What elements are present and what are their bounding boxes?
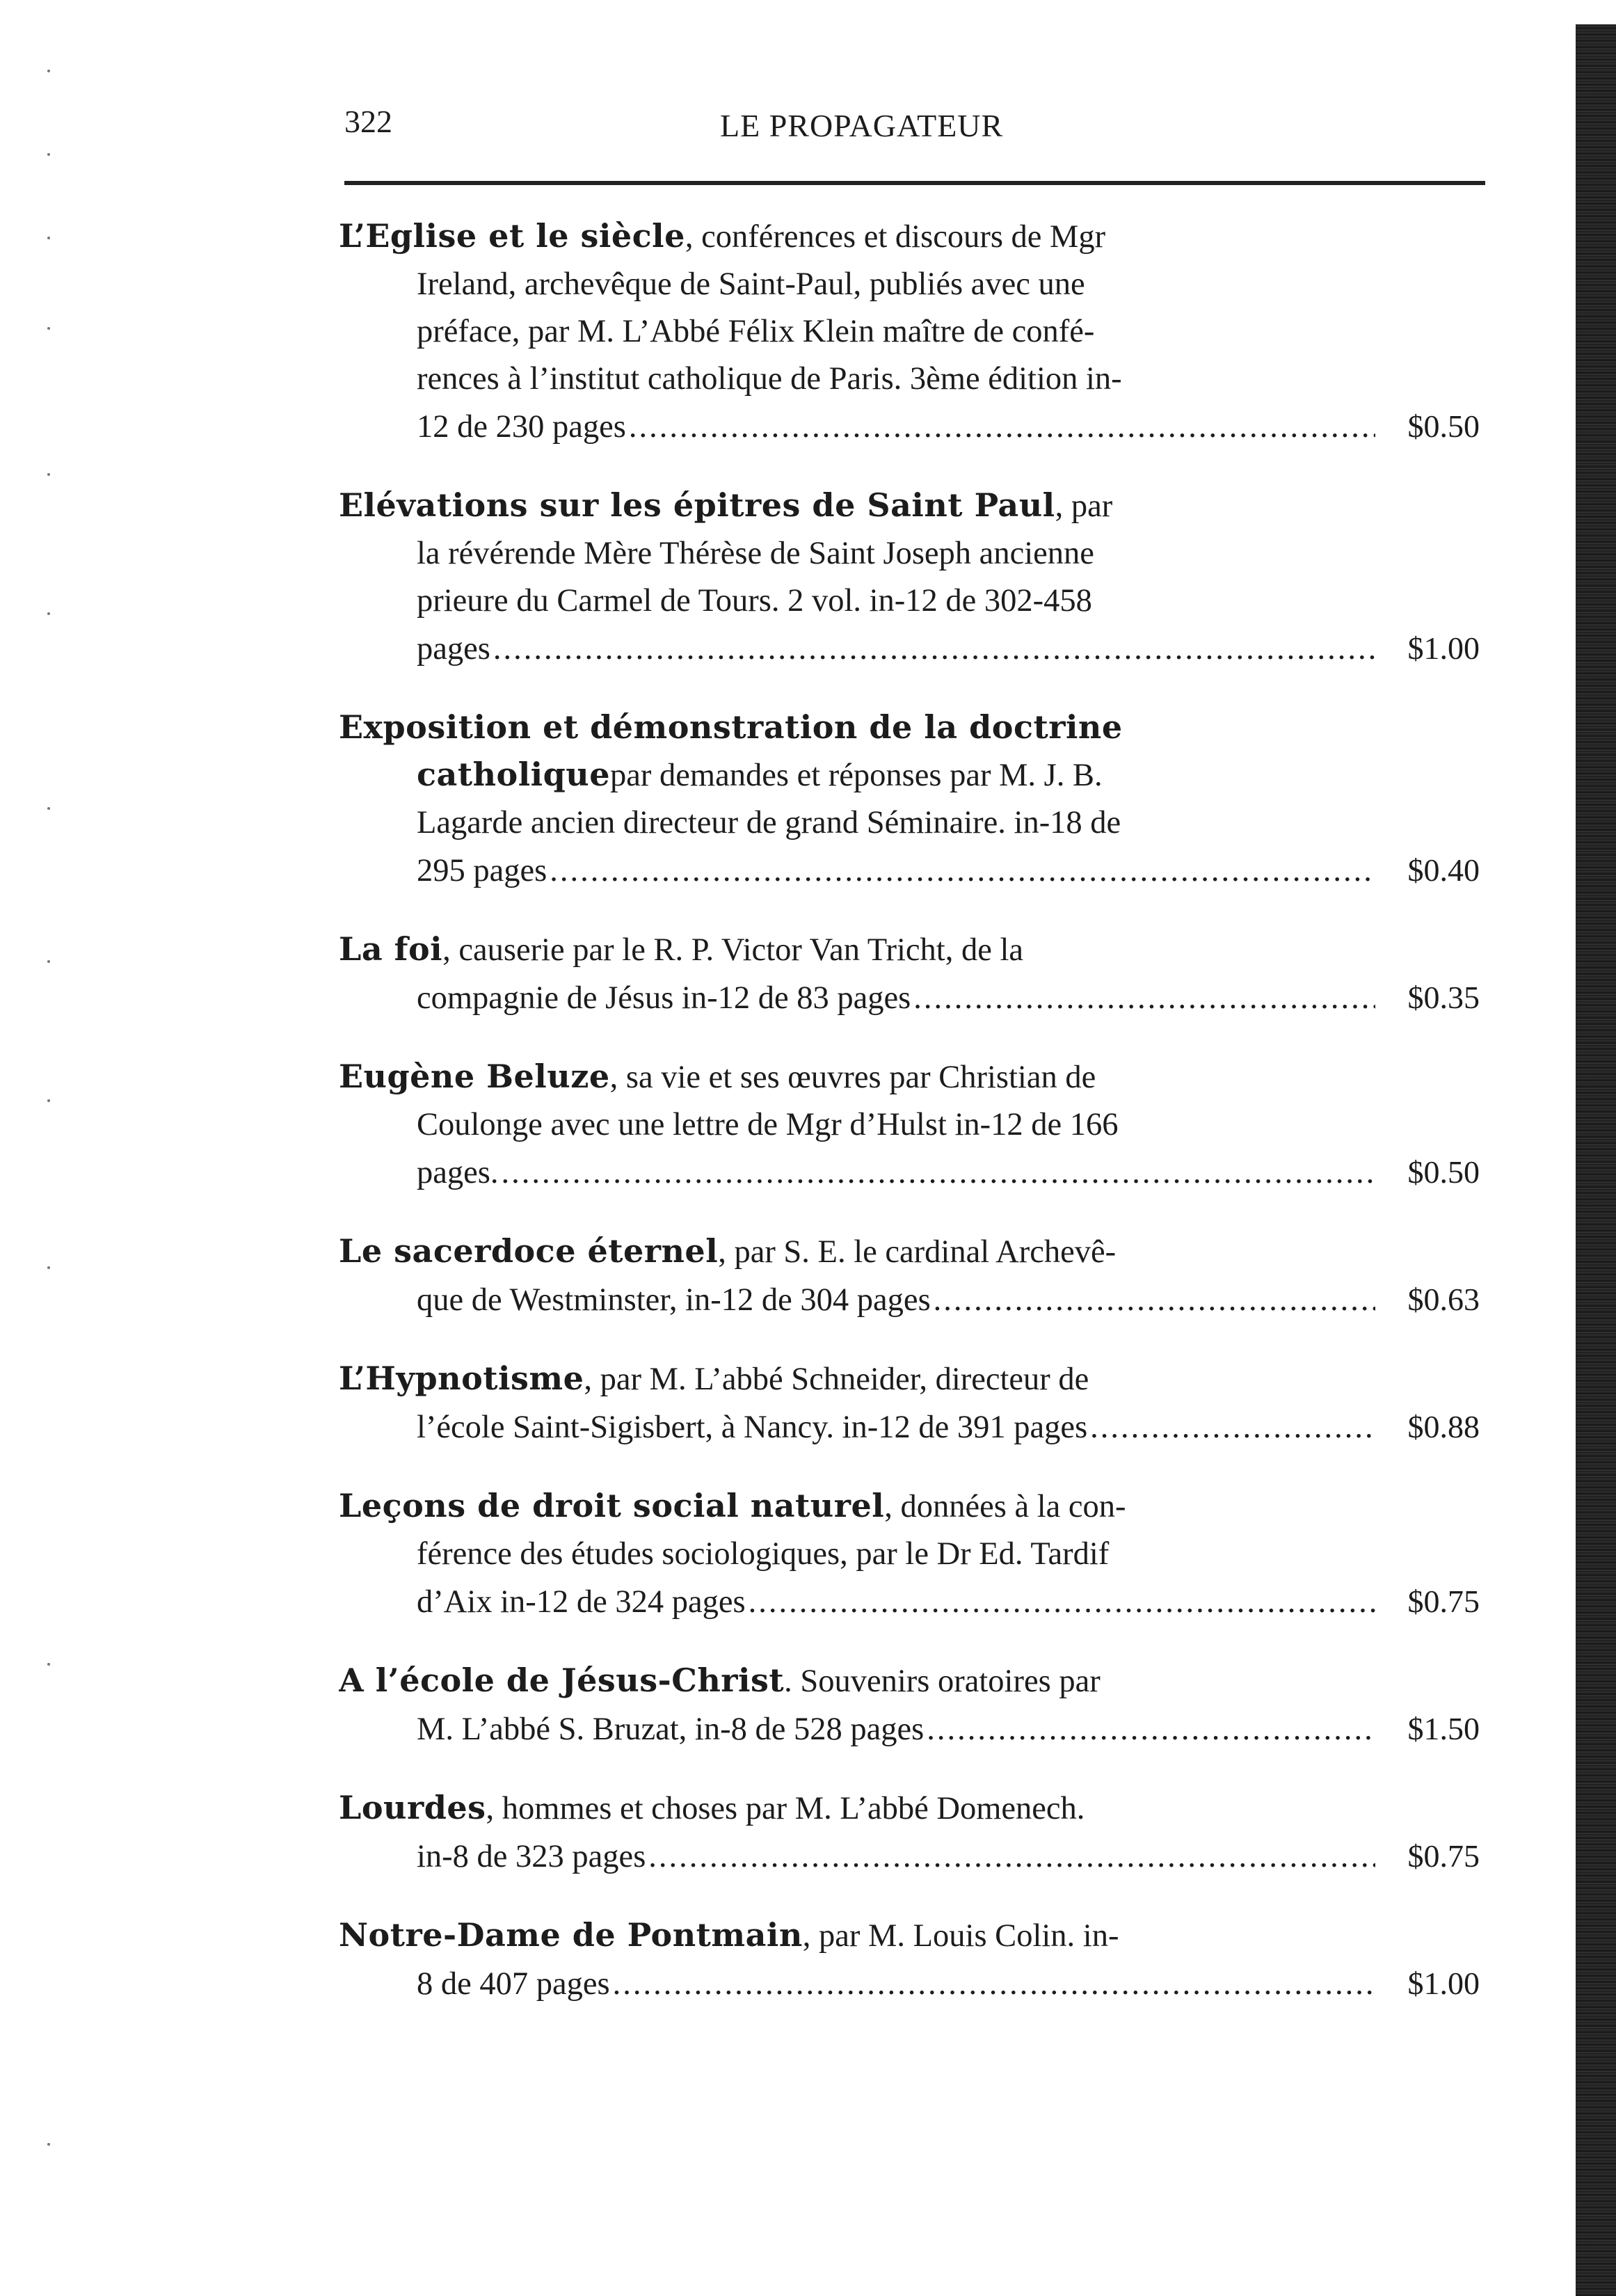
entry-description-line: férence des études sociologiques, par le Dr Ed. Tardif <box>417 1536 1110 1572</box>
entry-text: 12 de 230 pages <box>417 409 626 445</box>
entry-title: Eugène Beluze <box>339 1058 610 1095</box>
catalog-entry <box>339 212 1480 451</box>
catalog-entry <box>339 925 1480 1022</box>
entry-price-line <box>339 403 1480 451</box>
scanned-page-edge <box>1576 24 1616 2296</box>
catalog-entry <box>339 1784 1480 1881</box>
entry-first-line <box>339 1911 1480 1960</box>
entry-last-text <box>417 1579 1375 1626</box>
entry-title: Elévations sur les épitres de Saint Paul <box>339 486 1055 524</box>
entry-price-line <box>339 1149 1480 1197</box>
margin-specks <box>47 42 75 2268</box>
entry-text: l’école Saint-Sigisbert, à Nancy. in-12 de 391 pages <box>417 1410 1088 1445</box>
entry-first-line <box>339 1657 1480 1705</box>
dot-leader <box>613 1961 1375 2008</box>
dot-leader <box>1090 1404 1375 1451</box>
entry-text: , par S. E. le cardinal Archevê- <box>718 1234 1117 1270</box>
entry-title: Exposition et démonstration de la doctrine <box>339 708 1123 746</box>
entry-text: 8 de 407 pages <box>417 1966 610 2002</box>
entry-title: A l’école de Jésus-Christ <box>339 1661 785 1699</box>
entry-price-line <box>339 1403 1480 1451</box>
catalog-entry <box>339 703 1480 895</box>
entry-text: pages. <box>417 1155 499 1190</box>
catalog-entry <box>339 1355 1480 1451</box>
entry-title: L’Hypnotisme <box>339 1360 584 1397</box>
page-header <box>344 103 1471 152</box>
entry-text: que de Westminster, in-12 de 304 pages <box>417 1282 931 1318</box>
entry-text: , par <box>1055 488 1113 524</box>
entry-first-line <box>339 1482 1480 1531</box>
entry-description-line: Lagarde ancien directeur de grand Séminaire. in-18 de <box>417 805 1121 840</box>
entry-description-line: rences à l’institut catholique de Paris. 3ème édition in- <box>417 361 1122 397</box>
entry-text: par demandes et réponses par M. J. B. <box>610 758 1103 793</box>
entry-text: , par M. Louis Colin. in- <box>802 1918 1119 1954</box>
entry-description-line: Coulonge avec une lettre de Mgr d’Hulst in-12 de 166 <box>417 1107 1119 1142</box>
entry-title: Notre-Dame de Pontmain <box>339 1916 803 1954</box>
entry-last-text <box>417 1149 1375 1197</box>
entry-price-line <box>339 1960 1480 2008</box>
entry-title-continued: catholique <box>417 756 611 793</box>
entry-last-text <box>417 625 1375 673</box>
catalog-list <box>339 212 1480 2039</box>
dot-leader <box>648 1833 1375 1881</box>
dot-leader <box>493 625 1375 673</box>
entry-price-line <box>339 625 1480 673</box>
entry-text: d’Aix in-12 de 324 pages <box>417 1584 746 1620</box>
page-number: 322 <box>344 104 392 139</box>
entry-price: $0.63 <box>1407 1282 1480 1317</box>
entry-first-line <box>339 212 1480 261</box>
entry-last-text <box>417 404 1375 451</box>
dot-leader <box>502 1149 1376 1197</box>
entry-price: $1.50 <box>1407 1711 1480 1746</box>
entry-title: L’Eglise et le siècle <box>339 217 685 255</box>
catalog-entry <box>339 1657 1480 1753</box>
entry-description-line: la révérende Mère Thérèse de Saint Joseph ancienne <box>417 536 1094 571</box>
entry-price: $1.00 <box>1407 630 1480 666</box>
entry-last-text <box>417 1404 1375 1451</box>
entry-first-line <box>339 703 1480 751</box>
entry-price-line <box>339 1578 1480 1626</box>
entry-text: , hommes et choses par M. L’abbé Domenech. <box>486 1791 1085 1826</box>
entry-price-line <box>339 1833 1480 1881</box>
entry-text: , causerie par le R. P. Victor Van Tricht, de la <box>442 932 1024 968</box>
catalog-entry <box>339 481 1480 673</box>
entry-text: M. L’abbé S. Bruzat, in-8 de 528 pages <box>417 1712 925 1747</box>
entry-price: $0.75 <box>1407 1838 1480 1874</box>
entry-last-text <box>417 847 1375 895</box>
entry-first-line <box>339 1053 1480 1101</box>
entry-last-text <box>417 1961 1375 2008</box>
dot-leader <box>629 404 1375 451</box>
dot-leader <box>550 847 1375 895</box>
entry-last-text <box>417 975 1375 1022</box>
entry-text: pages <box>417 631 490 667</box>
dot-leader <box>934 1277 1375 1324</box>
entry-first-line <box>339 1227 1480 1276</box>
entry-price-line <box>339 1276 1480 1324</box>
entry-price: $0.50 <box>1407 408 1480 444</box>
entry-text: , sa vie et ses œuvres par Christian de <box>609 1060 1096 1095</box>
entry-title: Lourdes <box>339 1789 486 1826</box>
entry-last-text <box>417 1277 1375 1324</box>
entry-price: $1.00 <box>1407 1966 1480 2001</box>
entry-price: $0.88 <box>1407 1409 1480 1444</box>
entry-text: , conférences et discours de Mgr <box>685 219 1106 255</box>
entry-description-line: préface, par M. L’Abbé Félix Klein maître de confé- <box>417 314 1095 349</box>
entry-text: 295 pages <box>417 853 547 888</box>
entry-text: , données à la con- <box>884 1489 1126 1524</box>
entry-title: Le sacerdoce éternel <box>339 1232 719 1270</box>
entry-first-line <box>339 1355 1480 1403</box>
entry-text: . Souvenirs oratoires par <box>784 1664 1101 1699</box>
dot-leader <box>927 1706 1375 1753</box>
entry-text: , par M. L’abbé Schneider, directeur de <box>584 1362 1089 1397</box>
catalog-entry <box>339 1911 1480 2008</box>
entry-title: Leçons de droit social naturel <box>339 1487 885 1524</box>
catalog-entry <box>339 1053 1480 1197</box>
entry-first-line <box>339 925 1480 974</box>
entry-description-line: Ireland, archevêque de Saint-Paul, publiés avec une <box>417 266 1085 302</box>
entry-text: in-8 de 323 pages <box>417 1839 646 1874</box>
dot-leader <box>913 975 1375 1022</box>
running-title: LE PROPAGATEUR <box>720 108 1004 143</box>
entry-description-line: prieure du Carmel de Tours. 2 vol. in-12 de 302-458 <box>417 583 1092 619</box>
dot-leader <box>749 1579 1375 1626</box>
entry-last-text <box>417 1833 1375 1881</box>
entry-price: $0.40 <box>1407 852 1480 888</box>
entry-price: $0.50 <box>1407 1154 1480 1190</box>
entry-price: $0.75 <box>1407 1584 1480 1619</box>
entry-price-line <box>339 847 1480 895</box>
entry-price-line <box>339 1705 1480 1753</box>
entry-price-line <box>339 974 1480 1022</box>
entry-first-line <box>339 481 1480 530</box>
entry-second-line <box>339 751 1480 799</box>
entry-price: $0.35 <box>1407 980 1480 1015</box>
entry-last-text <box>417 1706 1375 1753</box>
entry-first-line <box>339 1784 1480 1833</box>
entry-title: La foi <box>339 930 443 968</box>
header-rule <box>344 181 1485 185</box>
catalog-entry <box>339 1227 1480 1324</box>
entry-text: compagnie de Jésus in-12 de 83 pages <box>417 980 911 1016</box>
catalog-entry <box>339 1482 1480 1626</box>
